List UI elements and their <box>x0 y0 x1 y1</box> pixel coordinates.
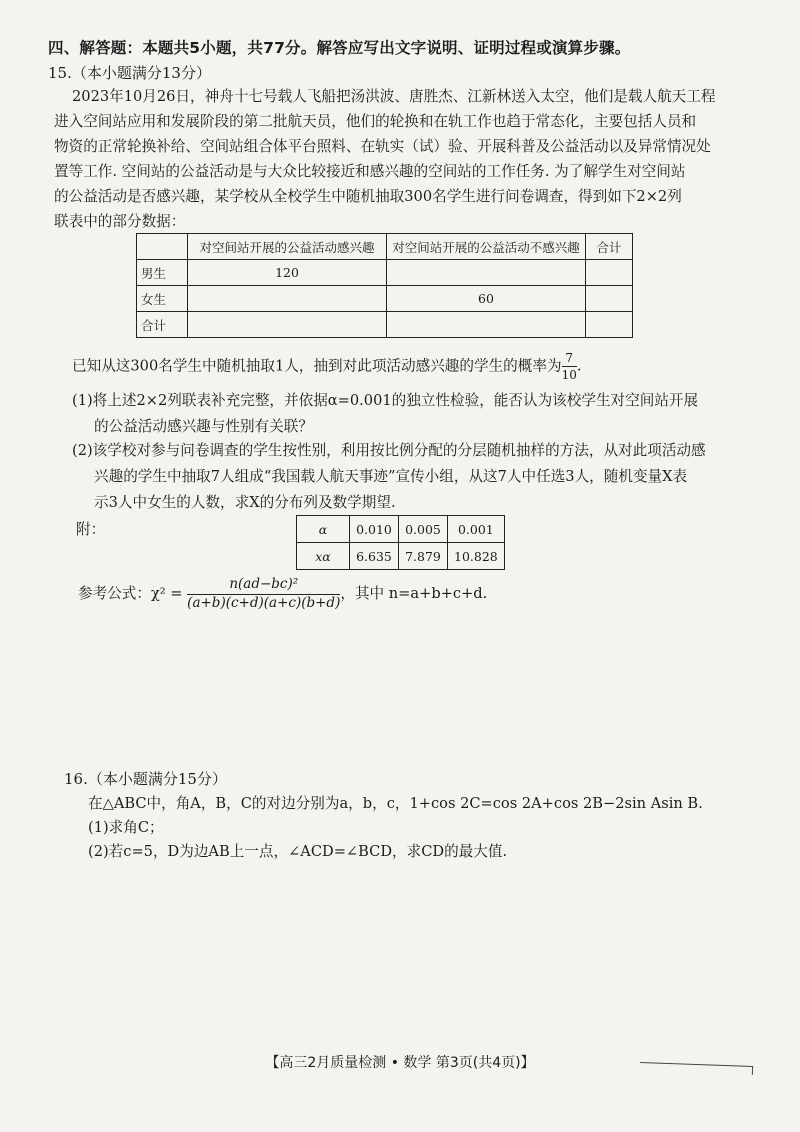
part-line: 兴趣的学生中抽取7人组成“我国载人航天事迹”宣传小组，从这7人中任选3人，随机变量X表 <box>94 468 688 485</box>
part-line: (1)将上述2×2列联表补充完整，并依据α=0.001的独立性检验，能否认为该校学生对空间站开展 <box>72 392 699 409</box>
table-cell: 120 <box>188 260 387 286</box>
formula-fraction <box>187 578 340 610</box>
stem-line: 置等工作. 空间站的公益活动是与大众比较接近和感兴趣的空间站的工作任务. 为了解学生对空间站 <box>54 163 686 180</box>
table-cell <box>188 286 387 312</box>
table-cell <box>586 286 633 312</box>
question-15-part-2 <box>72 438 706 516</box>
question-15-stem <box>54 84 720 234</box>
critical-value-table <box>296 515 505 570</box>
question-15-part-1 <box>72 388 698 440</box>
table-cell: 0.005 <box>399 516 448 543</box>
fraction-denominator: 10 <box>561 368 577 382</box>
probability-text: 已知从这300名学生中随机抽取1人，抽到对此项活动感兴趣的学生的概率为 <box>72 357 562 375</box>
table-cell <box>188 312 387 338</box>
stem-line: 进入空间站应用和发展阶段的第二批航天员，他们的轮换和在轨工作也趋于常态化，主要包括人员和 <box>54 113 697 130</box>
table-row <box>137 312 633 338</box>
table-cell <box>387 260 586 286</box>
table-cell: α <box>297 516 350 543</box>
table-cell: xα <box>297 543 350 570</box>
formula-tail: ，其中 n=a+b+c+d. <box>340 585 488 602</box>
probability-fraction <box>562 352 577 381</box>
stem-line: 的公益活动是否感兴趣，某学校从全校学生中随机抽取300名学生进行问卷调查，得到如下2×2列 <box>54 188 682 205</box>
probability-statement <box>72 352 581 381</box>
table-cell: 7.879 <box>399 543 448 570</box>
page-footer: 【高三2月质量检测 • 数学 第3页(共4页)】 <box>265 1055 535 1071</box>
stem-line: 联表中的部分数据： <box>54 213 186 230</box>
formula-denominator: (a+b)(c+d)(a+c)(b+d) <box>187 594 341 611</box>
question-15-header: 15.（本小题满分13分） <box>48 64 211 82</box>
table-cell: 男生 <box>137 260 188 286</box>
stem-line: 2023年10月26日，神舟十七号载人飞船把汤洪波、唐胜杰、江新林送入太空，他们是载人航天工程 <box>72 88 716 105</box>
table-row <box>137 260 633 286</box>
question-16-stem: 在△ABC中，角A，B，C的对边分别为a，b，c，1+cos 2C=cos 2A+cos 2B−2sin Asin B. <box>88 795 703 812</box>
table-cell: 0.001 <box>448 516 505 543</box>
table-cell: 合计 <box>137 312 188 338</box>
question-16-header: 16.（本小题满分15分） <box>64 770 227 788</box>
fraction-numerator: 7 <box>562 352 577 367</box>
formula-label: 参考公式：χ² = <box>78 585 183 602</box>
probability-end: . <box>576 357 582 375</box>
reference-formula <box>78 578 487 610</box>
appendix-label: 附： <box>76 521 106 538</box>
table-row <box>137 286 633 312</box>
formula-numerator: n(ad−bc)² <box>187 578 340 595</box>
table-cell: 0.010 <box>350 516 399 543</box>
table-cell <box>387 312 586 338</box>
contingency-table <box>136 233 633 338</box>
stem-line: 物资的正常轮换补给、空间站组合体平台照料、在轨实（试）验、开展科普及公益活动以及异常情况处 <box>54 138 711 155</box>
table-cell <box>137 234 188 260</box>
question-16-part-1: (1)求角C； <box>88 819 164 836</box>
table-row <box>297 543 505 570</box>
table-header: 合计 <box>586 234 633 260</box>
question-16-part-2: (2)若c=5，D为边AB上一点，∠ACD=∠BCD，求CD的最大值. <box>88 843 508 860</box>
table-header: 对空间站开展的公益活动感兴趣 <box>188 234 387 260</box>
table-cell: 60 <box>387 286 586 312</box>
table-cell: 6.635 <box>350 543 399 570</box>
table-cell <box>586 312 633 338</box>
table-row <box>297 516 505 543</box>
part-line: 的公益活动感兴趣与性别有关联？ <box>94 418 313 435</box>
table-cell: 10.828 <box>448 543 505 570</box>
table-cell: 女生 <box>137 286 188 312</box>
table-cell <box>586 260 633 286</box>
part-line: (2)该学校对参与问卷调查的学生按性别，利用按比例分配的分层随机抽样的方法，从对此项活动感 <box>72 442 706 459</box>
table-row <box>137 234 633 260</box>
section-title: 四、解答题：本题共5小题，共77分。解答应写出文字说明、证明过程或演算步骤。 <box>48 39 631 57</box>
part-line: 示3人中女生的人数，求X的分布列及数学期望. <box>94 494 396 511</box>
table-header: 对空间站开展的公益活动不感兴趣 <box>387 234 586 260</box>
